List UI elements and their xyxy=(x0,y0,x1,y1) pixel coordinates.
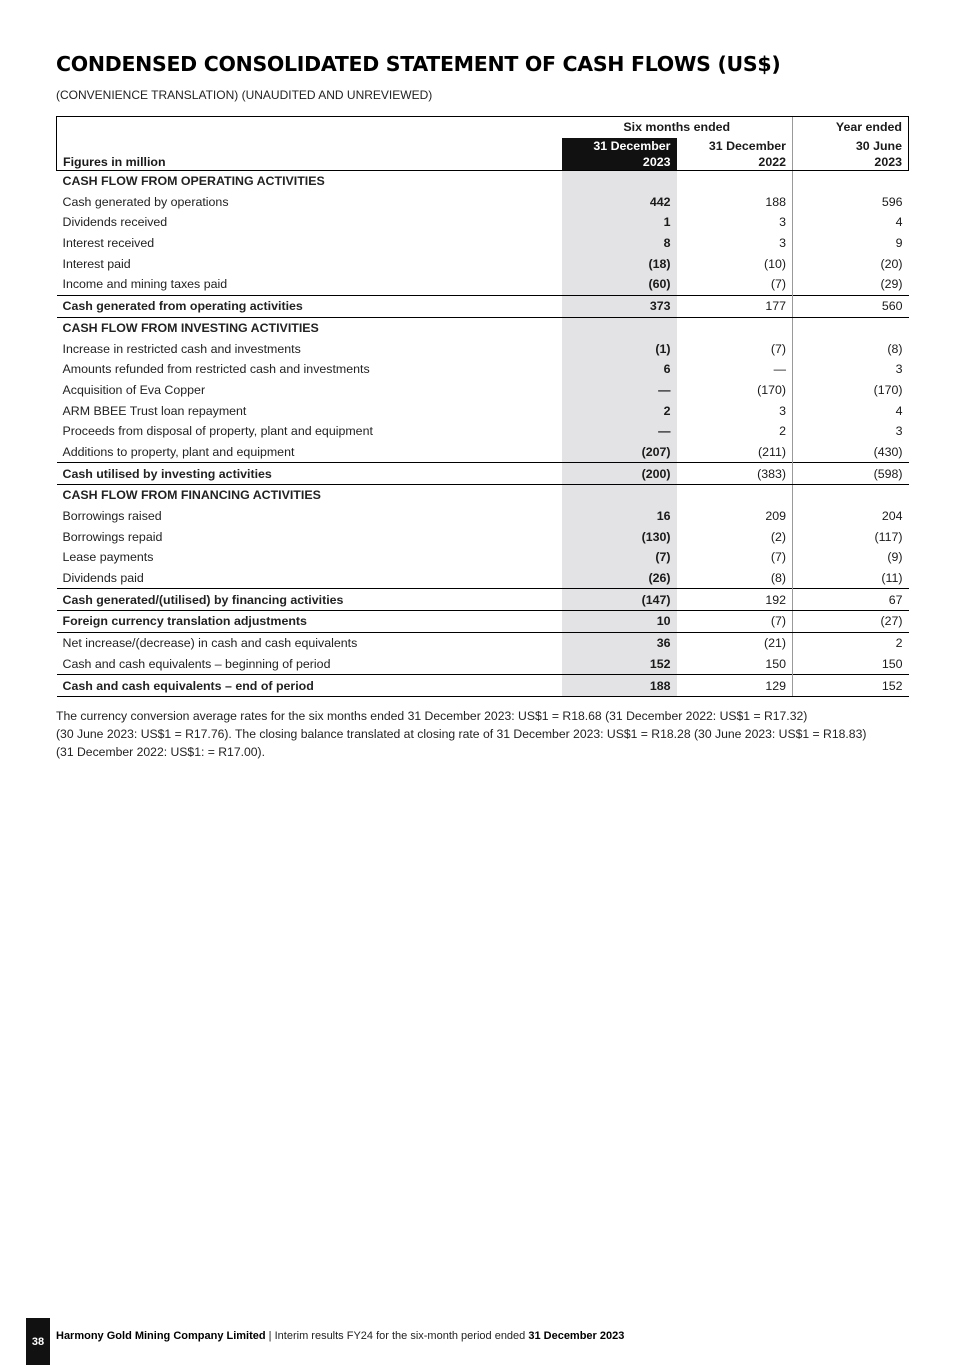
row-label: Cash generated/(utilised) by financing activities xyxy=(57,589,562,611)
table-row xyxy=(57,212,909,233)
header-col-jun-2023: 30 June 2023 xyxy=(793,138,909,171)
value-jun-2023: 596 xyxy=(793,191,909,212)
value-jun-2023: (29) xyxy=(793,274,909,295)
row-label: Interest paid xyxy=(62,256,131,271)
table-total-row xyxy=(57,611,909,633)
row-label: Lease payments xyxy=(62,550,154,565)
value-jun-2023: (598) xyxy=(793,463,909,485)
value-dec-2023: 373 xyxy=(562,295,677,317)
value-dec-2023: 152 xyxy=(562,654,677,675)
table-header-group-row xyxy=(57,117,909,138)
value-dec-2022: (211) xyxy=(757,444,786,459)
value-jun-2023: 67 xyxy=(793,589,909,611)
value-jun-2023: (11) xyxy=(793,568,909,589)
value-dec-2022 xyxy=(677,170,793,191)
value-dec-2022: — xyxy=(773,362,786,377)
value-jun-2023: (9) xyxy=(793,547,909,568)
currency-notes xyxy=(56,707,916,761)
value-dec-2023: 442 xyxy=(562,191,677,212)
value-jun-2023: (27) xyxy=(793,611,909,633)
row-label: Foreign currency translation adjustments xyxy=(57,611,562,633)
row-label: Income and mining taxes paid xyxy=(62,277,228,292)
value-dec-2022: 129 xyxy=(677,675,793,697)
table-row xyxy=(57,400,909,421)
row-label: CASH FLOW FROM OPERATING ACTIVITIES xyxy=(62,174,325,189)
table-section-row xyxy=(57,317,909,338)
table-row xyxy=(57,568,909,589)
note-line: The currency conversion average rates for the six months ended 31 December 2023: US$1 = R18.68 (31 December 2022: US$1 = R17.32) xyxy=(56,709,808,723)
value-dec-2022: 188 xyxy=(765,194,786,209)
table-row xyxy=(57,191,909,212)
table-header-row xyxy=(57,138,909,171)
page-footer xyxy=(0,1318,965,1365)
value-dec-2022: 177 xyxy=(677,295,793,317)
table-row xyxy=(57,338,909,359)
value-dec-2022: (7) xyxy=(770,550,786,565)
value-jun-2023 xyxy=(793,485,909,506)
value-dec-2023: 16 xyxy=(562,506,677,527)
value-dec-2022: (2) xyxy=(770,529,786,544)
note-line: (31 December 2022: US$1: = R17.00). xyxy=(56,745,265,759)
value-dec-2022: (383) xyxy=(677,463,793,485)
value-dec-2023: (207) xyxy=(562,442,677,463)
row-label: Increase in restricted cash and investments xyxy=(62,341,301,356)
page-number: 38 xyxy=(26,1318,50,1365)
table-total-row xyxy=(57,675,909,697)
value-dec-2023: — xyxy=(562,380,677,401)
value-dec-2022: (7) xyxy=(677,611,793,633)
value-dec-2022: 2 xyxy=(779,424,786,439)
value-dec-2023: (18) xyxy=(562,253,677,274)
value-dec-2022: (8) xyxy=(770,571,786,586)
table-row xyxy=(57,253,909,274)
value-jun-2023: (20) xyxy=(793,253,909,274)
header-col-dec-2023: 31 December 2023 xyxy=(562,138,677,171)
table-total-row xyxy=(57,463,909,485)
row-label: Additions to property, plant and equipment xyxy=(62,444,295,459)
row-label: Proceeds from disposal of property, plant and equipment xyxy=(62,424,373,439)
value-dec-2023: 10 xyxy=(562,611,677,633)
row-label: Net increase/(decrease) in cash and cash equivalents xyxy=(62,636,358,651)
row-label: CASH FLOW FROM INVESTING ACTIVITIES xyxy=(62,320,319,335)
value-jun-2023: (117) xyxy=(793,526,909,547)
value-dec-2022: 3 xyxy=(779,403,786,418)
value-dec-2023: 188 xyxy=(562,675,677,697)
footer-company: Harmony Gold Mining Company Limited xyxy=(56,1330,266,1342)
value-jun-2023: 3 xyxy=(793,359,909,380)
value-jun-2023: 150 xyxy=(793,654,909,675)
row-label: Cash generated by operations xyxy=(62,194,229,209)
value-dec-2022: (21) xyxy=(763,636,786,651)
value-dec-2022: (7) xyxy=(770,277,786,292)
row-label: CASH FLOW FROM FINANCING ACTIVITIES xyxy=(62,488,321,503)
table-row xyxy=(57,632,909,653)
value-jun-2023: 204 xyxy=(793,506,909,527)
table-row xyxy=(57,442,909,463)
row-label: Interest received xyxy=(62,236,155,251)
footer-separator: | xyxy=(265,1330,275,1342)
header-figures-in-million: Figures in million xyxy=(57,138,562,171)
value-jun-2023: (430) xyxy=(793,442,909,463)
value-jun-2023: 4 xyxy=(793,400,909,421)
value-dec-2022: 209 xyxy=(765,509,786,524)
table-row xyxy=(57,654,909,675)
page-subtitle: (CONVENIENCE TRANSLATION) (UNAUDITED AND UNREVIEWED) xyxy=(56,88,433,102)
value-dec-2023: — xyxy=(562,421,677,442)
table-section-row xyxy=(57,170,909,191)
value-jun-2023: 4 xyxy=(793,212,909,233)
value-dec-2022: 3 xyxy=(779,215,786,230)
table-row xyxy=(57,421,909,442)
value-jun-2023 xyxy=(793,170,909,191)
value-jun-2023 xyxy=(793,317,909,338)
row-label: ARM BBEE Trust loan repayment xyxy=(62,403,247,418)
row-label: Borrowings raised xyxy=(62,509,162,524)
value-dec-2023: 6 xyxy=(562,359,677,380)
value-dec-2023: (147) xyxy=(562,589,677,611)
value-dec-2022: 3 xyxy=(779,236,786,251)
row-label: Dividends received xyxy=(62,215,168,230)
cash-flow-table xyxy=(56,116,909,697)
value-dec-2022 xyxy=(677,485,793,506)
value-dec-2022: (170) xyxy=(757,382,786,397)
value-dec-2023: (7) xyxy=(562,547,677,568)
value-dec-2022 xyxy=(677,317,793,338)
value-jun-2023: 3 xyxy=(793,421,909,442)
table-total-row xyxy=(57,295,909,317)
value-dec-2023: 8 xyxy=(562,233,677,254)
row-label: Cash generated from operating activities xyxy=(57,295,562,317)
value-dec-2023: (130) xyxy=(562,526,677,547)
row-label: Acquisition of Eva Copper xyxy=(62,382,206,397)
header-year-ended: Year ended xyxy=(793,117,909,138)
value-dec-2023: (200) xyxy=(562,463,677,485)
table-total-row xyxy=(57,589,909,611)
table-row xyxy=(57,274,909,295)
header-blank xyxy=(57,117,562,138)
table-section-row xyxy=(57,485,909,506)
row-label: Dividends paid xyxy=(62,571,144,586)
value-dec-2023: (1) xyxy=(562,338,677,359)
row-label: Cash and cash equivalents – beginning of period xyxy=(62,656,331,671)
value-jun-2023: (8) xyxy=(793,338,909,359)
value-dec-2022: (7) xyxy=(770,341,786,356)
value-dec-2022: (10) xyxy=(763,256,786,271)
table-row xyxy=(57,506,909,527)
value-dec-2023 xyxy=(562,170,677,191)
footer-description: Interim results FY24 for the six-month period ended xyxy=(274,1330,529,1342)
value-dec-2023: (26) xyxy=(562,568,677,589)
table-row xyxy=(57,233,909,254)
table-body xyxy=(57,170,909,696)
value-jun-2023: (170) xyxy=(793,380,909,401)
note-line: (30 June 2023: US$1 = R17.76). The closing balance translated at closing rate of 31 December 2023: US$1 = R18.28 (30 June 2023: US$1 = R18.83) xyxy=(56,727,867,741)
table-row xyxy=(57,380,909,401)
value-dec-2022: 150 xyxy=(765,656,786,671)
table-row xyxy=(57,526,909,547)
page-title: CONDENSED CONSOLIDATED STATEMENT OF CASH FLOWS (US$) xyxy=(56,52,781,76)
value-dec-2023: 2 xyxy=(562,400,677,421)
value-dec-2022: 192 xyxy=(677,589,793,611)
value-jun-2023: 2 xyxy=(793,632,909,653)
header-six-months-ended: Six months ended xyxy=(562,117,793,138)
value-jun-2023: 560 xyxy=(793,295,909,317)
table-row xyxy=(57,547,909,568)
row-label: Cash utilised by investing activities xyxy=(57,463,562,485)
table-row xyxy=(57,359,909,380)
value-dec-2023: 36 xyxy=(562,632,677,653)
value-dec-2023: (60) xyxy=(562,274,677,295)
row-label: Borrowings repaid xyxy=(62,529,163,544)
footer-text xyxy=(56,1330,624,1342)
value-dec-2023: 1 xyxy=(562,212,677,233)
footer-period: 31 December 2023 xyxy=(528,1330,625,1342)
row-label: Amounts refunded from restricted cash and investments xyxy=(62,362,370,377)
row-label: Cash and cash equivalents – end of period xyxy=(57,675,562,697)
header-col-dec-2022: 31 December 2022 xyxy=(677,138,793,171)
value-jun-2023: 152 xyxy=(793,675,909,697)
value-dec-2023 xyxy=(562,485,677,506)
value-jun-2023: 9 xyxy=(793,233,909,254)
value-dec-2023 xyxy=(562,317,677,338)
